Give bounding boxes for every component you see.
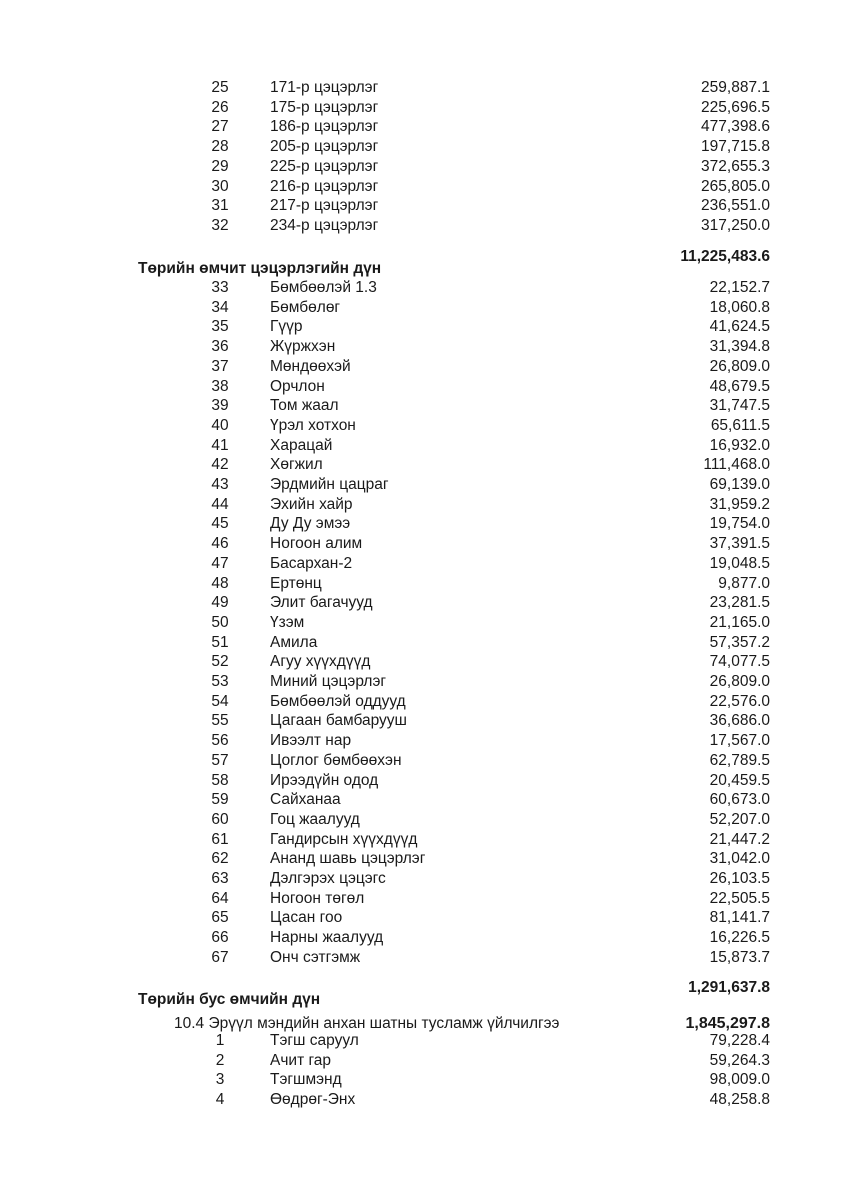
row-name: Цоглог бөмбөөхэн xyxy=(270,751,402,769)
row-value: 259,887.1 xyxy=(701,79,770,96)
table-row xyxy=(0,652,850,672)
row-name: Цагаан бамбарууш xyxy=(270,712,407,730)
row-number: 59 xyxy=(211,791,229,809)
row-name: Цасан гоо xyxy=(270,909,343,927)
subtotal-value: 11,225,483.6 xyxy=(680,248,770,265)
row-number: 38 xyxy=(211,377,229,395)
row-number: 56 xyxy=(211,732,229,750)
row-value: 31,747.5 xyxy=(709,397,770,415)
table-row xyxy=(0,633,850,653)
table-row xyxy=(0,216,850,236)
table-row xyxy=(0,731,850,751)
row-value: 197,715.8 xyxy=(701,138,770,156)
row-number: 66 xyxy=(211,929,229,947)
row-value: 23,281.5 xyxy=(709,594,770,612)
row-name: Ирээдүйн одод xyxy=(270,771,379,789)
table-row xyxy=(0,908,850,928)
row-name: Ананд шавь цэцэрлэг xyxy=(270,850,426,868)
row-number: 41 xyxy=(211,436,229,454)
table-row xyxy=(0,317,850,337)
row-value: 265,805.0 xyxy=(701,177,770,195)
table-row xyxy=(0,928,850,948)
row-number: 49 xyxy=(211,594,229,612)
row-name: Том жаал xyxy=(270,397,339,415)
table-row xyxy=(0,948,850,968)
row-value: 372,655.3 xyxy=(701,157,770,175)
row-number: 48 xyxy=(211,574,229,592)
row-value: 62,789.5 xyxy=(709,751,770,769)
row-value: 26,809.0 xyxy=(709,357,770,375)
row-name: Онч сэтгэмж xyxy=(270,948,361,966)
row-number: 27 xyxy=(211,118,229,136)
row-value: 225,696.5 xyxy=(701,98,770,116)
table-row xyxy=(0,337,850,357)
row-number: 35 xyxy=(211,318,229,336)
section-label: 10.4 Эрүүл мэндийн анхан шатны тусламж үйлчилгээ xyxy=(174,1015,560,1032)
table-row xyxy=(0,889,850,909)
row-name: Гандирсын хүүхдүүд xyxy=(270,830,418,848)
row-name: Ертөнц xyxy=(270,574,322,592)
row-number: 43 xyxy=(211,476,229,493)
row-name: Басархан-2 xyxy=(270,554,353,572)
table-row xyxy=(0,869,850,889)
row-number: 46 xyxy=(211,535,229,553)
table-row xyxy=(0,849,850,869)
row-name: Ивээлт нар xyxy=(270,732,352,750)
row-name: Тэгш саруул xyxy=(270,1032,359,1049)
row-number: 30 xyxy=(211,177,229,195)
row-value: 52,207.0 xyxy=(709,810,770,828)
row-number: 36 xyxy=(211,338,229,356)
table-row xyxy=(0,416,850,436)
row-name: Орчлон xyxy=(270,377,325,395)
row-number: 31 xyxy=(211,197,229,215)
row-number: 57 xyxy=(211,751,229,769)
row-name: Харацай xyxy=(270,436,333,454)
row-value: 26,103.5 xyxy=(709,870,770,887)
row-value: 21,165.0 xyxy=(709,613,770,631)
row-number: 29 xyxy=(211,157,229,175)
row-number: 60 xyxy=(211,810,229,828)
row-number: 65 xyxy=(211,909,229,927)
row-value: 16,226.5 xyxy=(709,929,770,947)
row-value: 15,873.7 xyxy=(709,948,770,966)
table-row xyxy=(0,1051,850,1071)
subtotal-label: Төрийн бус өмчийн дүн xyxy=(138,991,321,1008)
row-name: 205-р цэцэрлэг xyxy=(270,138,379,156)
row-number: 2 xyxy=(215,1051,225,1069)
table-row xyxy=(0,78,850,98)
table-row xyxy=(0,534,850,554)
row-value: 37,391.5 xyxy=(709,535,770,553)
row-number: 55 xyxy=(211,712,229,730)
table-row xyxy=(0,377,850,397)
table-row xyxy=(0,574,850,594)
row-value: 22,576.0 xyxy=(709,692,770,710)
row-number: 34 xyxy=(211,298,229,316)
row-number: 64 xyxy=(211,889,229,907)
row-name: Эхийн хайр xyxy=(270,495,353,513)
table-row xyxy=(0,177,850,197)
row-value: 60,673.0 xyxy=(709,791,770,809)
table-row xyxy=(0,98,850,118)
row-number: 58 xyxy=(211,771,229,789)
row-value: 22,505.5 xyxy=(709,889,770,907)
subtotal-label: Төрийн өмчит цэцэрлэгийн дүн xyxy=(138,260,382,277)
row-number: 63 xyxy=(211,870,229,887)
row-name: Ногоон төгөл xyxy=(270,889,365,907)
section-value: 1,845,297.8 xyxy=(685,1015,770,1032)
row-name: Агуу хүүхдүүд xyxy=(270,653,371,671)
row-value: 317,250.0 xyxy=(701,216,770,234)
row-value: 48,679.5 xyxy=(709,377,770,395)
table-row xyxy=(0,436,850,456)
row-number: 32 xyxy=(211,216,229,234)
row-number: 42 xyxy=(211,456,229,474)
table-row xyxy=(0,554,850,574)
non-state-subtotal xyxy=(0,979,850,1008)
row-name: 225-р цэцэрлэг xyxy=(270,157,379,175)
table-row xyxy=(0,751,850,771)
row-name: Ду Ду эмээ xyxy=(270,515,351,533)
row-name: Үзэм xyxy=(270,613,305,631)
row-value: 41,624.5 xyxy=(709,318,770,336)
table-row xyxy=(0,196,850,216)
table-row xyxy=(0,396,850,416)
row-name: 234-р цэцэрлэг xyxy=(270,216,379,234)
row-name: 186-р цэцэрлэг xyxy=(270,118,379,136)
row-number: 61 xyxy=(211,830,229,848)
row-value: 36,686.0 xyxy=(709,712,770,730)
row-value: 59,264.3 xyxy=(709,1051,770,1069)
row-number: 25 xyxy=(211,79,229,96)
row-value: 31,959.2 xyxy=(709,495,770,513)
table-row xyxy=(0,810,850,830)
row-name: Элит багачууд xyxy=(270,594,373,612)
row-name: Миний цэцэрлэг xyxy=(270,673,387,690)
table-row xyxy=(0,157,850,177)
row-name: Бөмбөлөг xyxy=(270,298,341,316)
row-name: 175-р цэцэрлэг xyxy=(270,98,379,116)
table-row xyxy=(0,357,850,377)
row-value: 477,398.6 xyxy=(701,118,770,136)
row-value: 19,754.0 xyxy=(709,515,770,533)
state-owned-subtotal xyxy=(0,248,850,277)
row-value: 21,447.2 xyxy=(709,830,770,848)
row-number: 53 xyxy=(211,673,229,690)
table-row xyxy=(0,1070,850,1090)
row-value: 69,139.0 xyxy=(709,476,770,493)
row-value: 98,009.0 xyxy=(709,1071,770,1089)
table-row xyxy=(0,298,850,318)
row-value: 20,459.5 xyxy=(709,771,770,789)
row-value: 57,357.2 xyxy=(709,633,770,651)
row-name: Үрэл хотхон xyxy=(270,416,356,434)
row-number: 67 xyxy=(211,948,229,966)
row-name: Жүржхэн xyxy=(270,338,336,356)
row-name: Эрдмийн цацраг xyxy=(270,476,389,493)
table-row xyxy=(0,495,850,515)
table-row xyxy=(0,117,850,137)
row-number: 26 xyxy=(211,98,229,116)
row-value: 81,141.7 xyxy=(709,909,770,927)
table-row xyxy=(0,475,850,495)
row-name: Өөдрөг-Энх xyxy=(270,1091,356,1109)
row-value: 31,394.8 xyxy=(709,338,770,356)
row-number: 47 xyxy=(211,554,229,572)
row-number: 40 xyxy=(211,416,229,434)
row-number: 39 xyxy=(211,397,229,415)
row-name: Гоц жаалууд xyxy=(270,810,360,828)
table-row xyxy=(0,613,850,633)
row-number: 33 xyxy=(211,279,229,296)
table-row xyxy=(0,455,850,475)
row-number: 62 xyxy=(211,850,229,868)
subtotal-value: 1,291,637.8 xyxy=(688,979,770,996)
row-value: 26,809.0 xyxy=(709,673,770,690)
table-row xyxy=(0,1031,850,1051)
row-number: 50 xyxy=(211,613,229,631)
row-name: Ачит гар xyxy=(270,1051,332,1069)
row-name: 217-р цэцэрлэг xyxy=(270,197,379,215)
row-name: Амила xyxy=(270,633,318,651)
row-value: 31,042.0 xyxy=(709,850,770,868)
row-value: 48,258.8 xyxy=(709,1091,770,1109)
row-value: 16,932.0 xyxy=(709,436,770,454)
row-name: Хөгжил xyxy=(270,456,323,474)
row-name: Гүүр xyxy=(270,318,303,336)
row-number: 45 xyxy=(211,515,229,533)
row-value: 111,468.0 xyxy=(703,456,770,474)
row-number: 54 xyxy=(211,692,229,710)
table-row xyxy=(0,790,850,810)
row-name: Мөндөөхэй xyxy=(270,357,351,375)
row-number: 4 xyxy=(215,1091,225,1109)
row-number: 51 xyxy=(211,633,229,651)
row-name: Тэгшмэнд xyxy=(270,1071,342,1089)
table-row xyxy=(0,1090,850,1110)
row-value: 74,077.5 xyxy=(709,653,770,671)
row-value: 19,048.5 xyxy=(709,554,770,572)
row-name: Дэлгэрэх цэцэгс xyxy=(270,870,386,887)
row-number: 28 xyxy=(211,138,229,156)
row-value: 9,877.0 xyxy=(718,574,770,592)
table-row xyxy=(0,771,850,791)
row-value: 236,551.0 xyxy=(701,197,770,215)
row-number: 1 xyxy=(215,1032,225,1049)
table-row xyxy=(0,711,850,731)
row-name: Нарны жаалууд xyxy=(270,929,384,947)
row-value: 18,060.8 xyxy=(709,298,770,316)
row-number: 44 xyxy=(211,495,229,513)
row-name: Бөмбөөлэй оддууд xyxy=(270,692,406,710)
row-name: Бөмбөөлэй 1.3 xyxy=(270,279,377,296)
row-value: 22,152.7 xyxy=(709,279,770,296)
table-row xyxy=(0,593,850,613)
table-row xyxy=(0,278,850,298)
row-name: 171-р цэцэрлэг xyxy=(270,79,379,96)
row-number: 52 xyxy=(211,653,229,671)
table-row xyxy=(0,692,850,712)
row-name: Сайханаа xyxy=(270,791,341,809)
row-value: 65,611.5 xyxy=(710,416,770,434)
row-name: 216-р цэцэрлэг xyxy=(270,177,379,195)
row-number: 37 xyxy=(211,357,229,375)
table-row xyxy=(0,514,850,534)
table-row xyxy=(0,672,850,692)
row-name: Ногоон алим xyxy=(270,535,363,553)
row-value: 79,228.4 xyxy=(709,1032,770,1049)
table-row xyxy=(0,830,850,850)
row-value: 17,567.0 xyxy=(709,732,770,750)
table-row xyxy=(0,137,850,157)
row-number: 3 xyxy=(215,1071,225,1089)
